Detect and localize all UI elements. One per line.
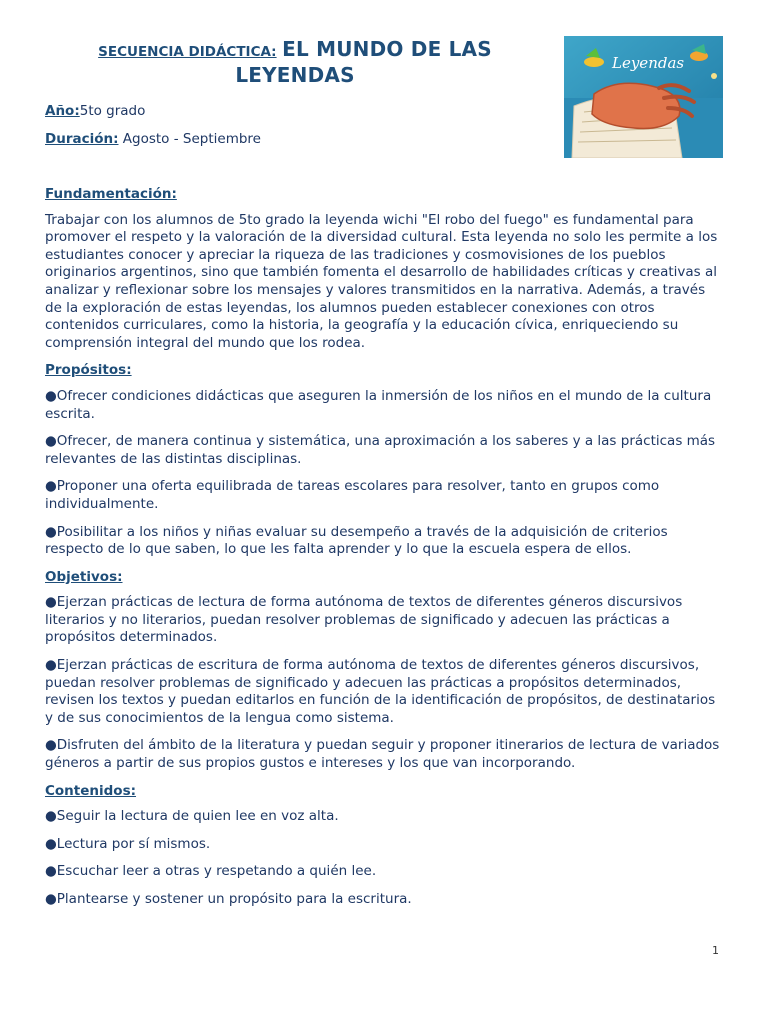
list-item: ●Posibilitar a los niños y niñas evaluar su desempeño a través de la adquisición de criterios respecto de lo que saben, lo que les falta aprender y lo que la escuela espera de ellos. bbox=[45, 523, 668, 558]
title-line-2: LEYENDAS bbox=[235, 63, 355, 87]
list-item: ●Plantearse y sostener un propósito para la escritura. bbox=[45, 891, 412, 907]
year-row bbox=[45, 103, 145, 119]
list-item: ●Proponer una oferta equilibrada de tareas escolares para resolver, tanto en grupos como individualmente. bbox=[45, 478, 660, 512]
year-value: 5to grado bbox=[79, 103, 146, 119]
duration-label: Duración: bbox=[45, 131, 119, 147]
duration-value: Agosto - Septiembre bbox=[118, 131, 261, 147]
list-item: ●Ejerzan prácticas de escritura de forma autónoma de textos de diferentes géneros discursivos, puedan resolver problemas de significado y adecuen las prácticas a propósitos determinados, revisen los textos y puedan editarlos en función de la identificación de propósitos, de destinatarios y de sus conocimientos de la lengua como sistema. bbox=[45, 657, 716, 726]
list-item: ●Lectura por sí mismos. bbox=[45, 835, 211, 852]
document-body bbox=[45, 186, 725, 919]
list-item: ●Ofrecer, de manera continua y sistemática, una aproximación a los saberes y a las prácticas más relevantes de las distintas disciplinas. bbox=[45, 433, 716, 467]
legend-book-hand-illustration bbox=[564, 36, 723, 158]
duration-row bbox=[45, 131, 261, 147]
title-line-1: EL MUNDO DE LAS bbox=[282, 37, 492, 61]
paragraph-fundamentacion: Trabajar con los alumnos de 5to grado la leyenda wichi "El robo del fuego" es fundamental para promover el respeto y la valoración de la diversidad cultural. Esta leyenda no solo les permite a los estudiantes conocer y apreciar la riqueza de las tradiciones y cosmovisiones de los pueblos originarios argentinos, sino que también fomenta el desarrollo de habilidades críticas y creativas al analizar y reflexionar sobre los mensajes y valores transmitidos en la narrativa. Además, a través de la exploración de estas leyendas, los alumnos pueden establecer conexiones con otros contenidos curriculares, como la historia, la geografía y la educación cívica, enriqueciendo su comprensión integral del mundo que los rodea. bbox=[45, 211, 718, 351]
list-item: ●Ofrecer condiciones didácticas que aseguren la inmersión de los niños en el mundo de la cultura escrita. bbox=[45, 387, 712, 422]
heading-objetivos: Objetivos: bbox=[45, 568, 123, 585]
illustration-word: Leyendas bbox=[612, 54, 685, 72]
list-item: ●Ejerzan prácticas de lectura de forma autónoma de textos de diferentes géneros discursivos literarios y no literarios, puedan resolver problemas de significado y adecuen las prácticas a propósitos determinados. bbox=[45, 594, 683, 646]
list-item: ●Disfruten del ámbito de la literatura y puedan seguir y proponer itinerarios de lectura de variados géneros a partir de sus propios gustos e intereses y los que van incorporando. bbox=[45, 737, 720, 772]
document-title bbox=[45, 36, 545, 88]
list-item: ●Seguir la lectura de quien lee en voz alta. bbox=[45, 808, 339, 825]
heading-contenidos: Contenidos: bbox=[45, 782, 137, 799]
title-prefix: SECUENCIA DIDÁCTICA: bbox=[98, 44, 277, 60]
page-number: 1 bbox=[712, 944, 719, 957]
list-item: ●Escuchar leer a otras y respetando a quién lee. bbox=[45, 863, 377, 880]
year-label: Año: bbox=[45, 103, 80, 119]
heading-propositos: Propósitos: bbox=[45, 362, 132, 379]
heading-fundamentacion: Fundamentación: bbox=[45, 186, 177, 202]
